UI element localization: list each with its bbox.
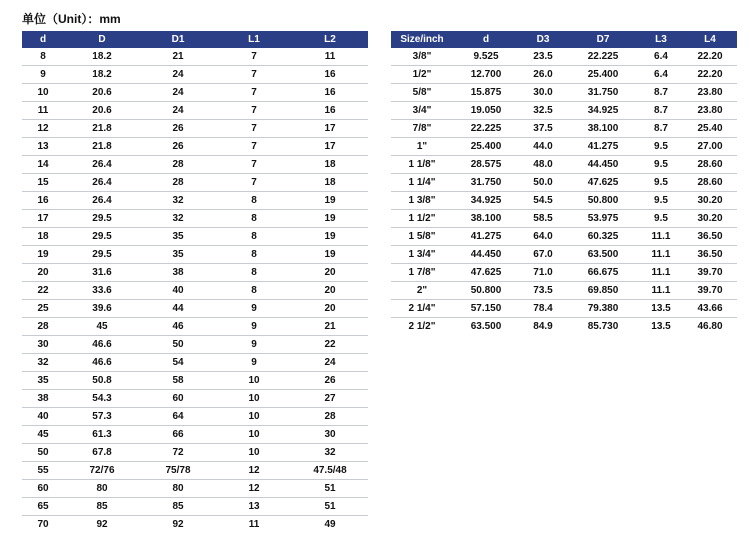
table-cell: 22 bbox=[22, 282, 64, 300]
table-cell: 16 bbox=[292, 84, 368, 102]
table-cell: 63.500 bbox=[567, 246, 639, 264]
table-cell: 50.800 bbox=[453, 282, 519, 300]
table-cell: 32 bbox=[140, 192, 216, 210]
table-row bbox=[22, 462, 368, 480]
table-cell: 19.050 bbox=[453, 102, 519, 120]
table-cell: 8.7 bbox=[639, 120, 683, 138]
table-cell: 30 bbox=[292, 426, 368, 444]
table-cell: 72/76 bbox=[64, 462, 140, 480]
table-cell: 44.0 bbox=[519, 138, 567, 156]
table-row bbox=[22, 390, 368, 408]
table-cell: 20.6 bbox=[64, 84, 140, 102]
table-cell: 9 bbox=[216, 300, 292, 318]
table-cell: 28 bbox=[22, 318, 64, 336]
table-cell: 18.2 bbox=[64, 66, 140, 84]
table-row bbox=[391, 282, 737, 300]
table-cell: 19 bbox=[292, 192, 368, 210]
table-cell: 46.6 bbox=[64, 336, 140, 354]
table-cell: 18 bbox=[22, 228, 64, 246]
column-header: L4 bbox=[683, 31, 737, 48]
table-cell: 85 bbox=[140, 498, 216, 516]
table-cell: 28.575 bbox=[453, 156, 519, 174]
table-cell: 24 bbox=[140, 66, 216, 84]
table-row bbox=[22, 210, 368, 228]
table-cell: 78.4 bbox=[519, 300, 567, 318]
table-cell: 40 bbox=[22, 408, 64, 426]
table-cell: 26.4 bbox=[64, 192, 140, 210]
table-row bbox=[22, 426, 368, 444]
table-cell: 11.1 bbox=[639, 264, 683, 282]
table-cell: 2" bbox=[391, 282, 453, 300]
table-cell: 47.5/48 bbox=[292, 462, 368, 480]
table-cell: 9.525 bbox=[453, 48, 519, 66]
table-cell: 41.275 bbox=[453, 228, 519, 246]
table-cell: 1" bbox=[391, 138, 453, 156]
table-cell: 50 bbox=[22, 444, 64, 462]
table-cell: 32 bbox=[22, 354, 64, 372]
table-cell: 25.400 bbox=[567, 66, 639, 84]
table-cell: 2 1/4" bbox=[391, 300, 453, 318]
table-cell: 18.2 bbox=[64, 48, 140, 66]
table-cell: 32 bbox=[140, 210, 216, 228]
table-row bbox=[22, 516, 368, 534]
table-cell: 8.7 bbox=[639, 84, 683, 102]
table-cell: 7 bbox=[216, 156, 292, 174]
table-cell: 50.800 bbox=[567, 192, 639, 210]
table-cell: 47.625 bbox=[567, 174, 639, 192]
table-cell: 12.700 bbox=[453, 66, 519, 84]
table-cell: 30.0 bbox=[519, 84, 567, 102]
table-cell: 21 bbox=[140, 48, 216, 66]
table-cell: 46 bbox=[140, 318, 216, 336]
table-row bbox=[22, 138, 368, 156]
table-cell: 33.6 bbox=[64, 282, 140, 300]
table-cell: 32.5 bbox=[519, 102, 567, 120]
table-cell: 7/8" bbox=[391, 120, 453, 138]
table-cell: 7 bbox=[216, 138, 292, 156]
table-cell: 19 bbox=[292, 228, 368, 246]
table-cell: 17 bbox=[292, 138, 368, 156]
column-header: D3 bbox=[519, 31, 567, 48]
table-cell: 8 bbox=[216, 210, 292, 228]
table-row bbox=[22, 84, 368, 102]
table-cell: 41.275 bbox=[567, 138, 639, 156]
table-cell: 39.70 bbox=[683, 264, 737, 282]
table-cell: 53.975 bbox=[567, 210, 639, 228]
table-cell: 54.5 bbox=[519, 192, 567, 210]
table-cell: 48.0 bbox=[519, 156, 567, 174]
table-row bbox=[22, 408, 368, 426]
table-cell: 10 bbox=[216, 408, 292, 426]
table-row bbox=[22, 480, 368, 498]
table-cell: 3/8" bbox=[391, 48, 453, 66]
table-cell: 45 bbox=[22, 426, 64, 444]
table-cell: 85.730 bbox=[587, 321, 619, 332]
column-header: Size/inch bbox=[391, 31, 453, 48]
table-cell: 72 bbox=[140, 444, 216, 462]
table-cell: 39.70 bbox=[683, 282, 737, 300]
metric-table-header-row bbox=[22, 31, 368, 48]
table-cell: 46.80 bbox=[697, 321, 723, 332]
table-cell: 1 1/8" bbox=[391, 156, 453, 174]
table-cell: 24 bbox=[292, 354, 368, 372]
table-cell: 26.4 bbox=[64, 174, 140, 192]
table-cell: 10 bbox=[22, 84, 64, 102]
table-cell: 13.5 bbox=[639, 300, 683, 318]
table-cell: 28.60 bbox=[683, 156, 737, 174]
table-cell: 3/4" bbox=[391, 102, 453, 120]
table-cell: 26.0 bbox=[519, 66, 567, 84]
table-cell: 10 bbox=[216, 372, 292, 390]
table-cell: 65 bbox=[22, 498, 64, 516]
table-cell: 55 bbox=[22, 462, 64, 480]
table-cell: 27 bbox=[292, 390, 368, 408]
table-cell: 9.5 bbox=[639, 138, 683, 156]
table-cell: 26 bbox=[292, 372, 368, 390]
table-cell: 8 bbox=[216, 246, 292, 264]
table-cell: 85 bbox=[64, 498, 140, 516]
table-cell: 38 bbox=[140, 264, 216, 282]
table-row bbox=[391, 66, 737, 84]
table-cell: 69.850 bbox=[567, 282, 639, 300]
metric-size-table bbox=[22, 31, 368, 533]
table-cell: 21.8 bbox=[64, 138, 140, 156]
table-cell: 20 bbox=[292, 282, 368, 300]
column-header: L2 bbox=[292, 31, 368, 48]
table-cell: 30 bbox=[22, 336, 64, 354]
table-row bbox=[22, 336, 368, 354]
inch-table-body bbox=[391, 48, 737, 335]
table-cell: 28.60 bbox=[683, 174, 737, 192]
inch-table-header-row bbox=[391, 31, 737, 48]
table-cell: 26.4 bbox=[64, 156, 140, 174]
column-header: D7 bbox=[567, 31, 639, 48]
table-cell: 73.5 bbox=[519, 282, 567, 300]
table-cell: 64 bbox=[140, 408, 216, 426]
table-cell: 9 bbox=[22, 66, 64, 84]
table-cell: 24 bbox=[140, 102, 216, 120]
table-cell: 39.6 bbox=[64, 300, 140, 318]
table-cell: 11.1 bbox=[639, 282, 683, 300]
table-cell: 26 bbox=[140, 120, 216, 138]
table-cell: 22.20 bbox=[683, 66, 737, 84]
table-cell: 8 bbox=[216, 192, 292, 210]
table-cell: 15 bbox=[22, 174, 64, 192]
table-cell: 51 bbox=[292, 498, 368, 516]
table-cell: 30.20 bbox=[683, 192, 737, 210]
table-cell: 80 bbox=[140, 480, 216, 498]
table-cell: 28 bbox=[292, 408, 368, 426]
table-cell: 18 bbox=[292, 174, 368, 192]
table-cell: 23.80 bbox=[683, 84, 737, 102]
table-cell: 57.150 bbox=[453, 300, 519, 318]
table-row bbox=[22, 372, 368, 390]
table-cell: 12 bbox=[22, 120, 64, 138]
table-cell: 54.3 bbox=[64, 390, 140, 408]
table-cell: 57.3 bbox=[64, 408, 140, 426]
table-cell: 60 bbox=[22, 480, 64, 498]
table-row bbox=[22, 264, 368, 282]
table-row bbox=[22, 48, 368, 66]
table-row bbox=[22, 318, 368, 336]
table-cell: 9.5 bbox=[639, 156, 683, 174]
table-cell: 31.750 bbox=[567, 84, 639, 102]
table-cell: 29.5 bbox=[64, 246, 140, 264]
table-cell: 7 bbox=[216, 84, 292, 102]
table-row bbox=[391, 120, 737, 138]
table-cell: 54 bbox=[140, 354, 216, 372]
metric-table-body bbox=[22, 48, 368, 533]
table-cell: 79.380 bbox=[567, 300, 639, 318]
table-cell: 8 bbox=[216, 264, 292, 282]
table-row bbox=[22, 156, 368, 174]
table-cell: 8 bbox=[216, 282, 292, 300]
table-cell: 23.80 bbox=[683, 102, 737, 120]
table-cell: 19 bbox=[292, 210, 368, 228]
table-row bbox=[22, 444, 368, 462]
table-cell: 20.6 bbox=[64, 102, 140, 120]
table-cell: 38.100 bbox=[567, 120, 639, 138]
table-cell: 28 bbox=[140, 174, 216, 192]
table-cell: 9 bbox=[216, 336, 292, 354]
table-cell: 29.5 bbox=[64, 228, 140, 246]
table-cell: 30.20 bbox=[683, 210, 737, 228]
table-cell: 17 bbox=[292, 120, 368, 138]
table-cell: 17 bbox=[22, 210, 64, 228]
table-cell: 12 bbox=[216, 480, 292, 498]
table-cell: 9 bbox=[216, 354, 292, 372]
table-cell: 11 bbox=[248, 519, 260, 530]
table-cell: 31.6 bbox=[64, 264, 140, 282]
table-cell: 22.225 bbox=[453, 120, 519, 138]
table-row bbox=[391, 210, 737, 228]
table-row bbox=[22, 174, 368, 192]
table-cell: 10 bbox=[216, 390, 292, 408]
table-cell: 36.50 bbox=[683, 228, 737, 246]
table-cell: 8 bbox=[216, 228, 292, 246]
table-cell: 29.5 bbox=[64, 210, 140, 228]
table-cell: 45 bbox=[64, 318, 140, 336]
table-cell: 20 bbox=[292, 264, 368, 282]
column-header: L1 bbox=[216, 31, 292, 48]
table-cell: 13.5 bbox=[651, 321, 671, 332]
table-row bbox=[22, 120, 368, 138]
table-row bbox=[22, 192, 368, 210]
table-cell: 11.1 bbox=[639, 228, 683, 246]
column-header: D1 bbox=[140, 31, 216, 48]
table-cell: 64.0 bbox=[519, 228, 567, 246]
table-cell: 7 bbox=[216, 66, 292, 84]
table-cell: 11.1 bbox=[639, 246, 683, 264]
table-cell: 2 1/2" bbox=[408, 321, 436, 332]
table-row bbox=[22, 246, 368, 264]
table-cell: 61.3 bbox=[64, 426, 140, 444]
table-row bbox=[22, 102, 368, 120]
table-cell: 47.625 bbox=[453, 264, 519, 282]
table-cell: 28 bbox=[140, 156, 216, 174]
table-cell: 38 bbox=[22, 390, 64, 408]
table-cell: 22.20 bbox=[683, 48, 737, 66]
table-cell: 34.925 bbox=[453, 192, 519, 210]
table-cell: 80 bbox=[64, 480, 140, 498]
table-cell: 20 bbox=[22, 264, 64, 282]
table-cell: 21 bbox=[292, 318, 368, 336]
table-cell: 58.5 bbox=[519, 210, 567, 228]
table-cell: 36.50 bbox=[683, 246, 737, 264]
table-cell: 15.875 bbox=[453, 84, 519, 102]
table-cell: 35 bbox=[22, 372, 64, 390]
table-cell: 21.8 bbox=[64, 120, 140, 138]
table-cell: 44.450 bbox=[453, 246, 519, 264]
column-header: d bbox=[453, 31, 519, 48]
table-cell: 11 bbox=[22, 102, 64, 120]
table-row bbox=[391, 102, 737, 120]
table-cell: 22.225 bbox=[567, 48, 639, 66]
table-cell: 35 bbox=[140, 228, 216, 246]
table-cell: 7 bbox=[216, 102, 292, 120]
column-header: L3 bbox=[639, 31, 683, 48]
table-cell: 66.675 bbox=[567, 264, 639, 282]
table-cell: 50.0 bbox=[519, 174, 567, 192]
table-cell: 7 bbox=[216, 48, 292, 66]
table-cell: 44.450 bbox=[567, 156, 639, 174]
table-cell: 67.8 bbox=[64, 444, 140, 462]
table-cell: 9 bbox=[216, 318, 292, 336]
table-cell: 7 bbox=[216, 174, 292, 192]
table-cell: 23.5 bbox=[519, 48, 567, 66]
table-cell: 16 bbox=[22, 192, 64, 210]
table-row bbox=[391, 300, 737, 318]
table-cell: 38.100 bbox=[453, 210, 519, 228]
table-cell: 25.40 bbox=[683, 120, 737, 138]
table-cell: 58 bbox=[140, 372, 216, 390]
table-row bbox=[391, 174, 737, 192]
table-cell: 25 bbox=[22, 300, 64, 318]
table-cell: 75/78 bbox=[140, 462, 216, 480]
table-cell: 67.0 bbox=[519, 246, 567, 264]
table-cell: 50 bbox=[140, 336, 216, 354]
table-cell: 1 7/8" bbox=[391, 264, 453, 282]
table-cell: 35 bbox=[140, 246, 216, 264]
table-row bbox=[22, 66, 368, 84]
table-cell: 11 bbox=[292, 48, 368, 66]
table-row bbox=[22, 228, 368, 246]
table-cell: 50.8 bbox=[64, 372, 140, 390]
table-row bbox=[22, 498, 368, 516]
table-cell: 26 bbox=[140, 138, 216, 156]
table-cell: 66 bbox=[140, 426, 216, 444]
table-row bbox=[391, 138, 737, 156]
table-cell: 60.325 bbox=[567, 228, 639, 246]
table-cell: 31.750 bbox=[453, 174, 519, 192]
table-cell: 7 bbox=[216, 120, 292, 138]
table-cell: 9.5 bbox=[639, 192, 683, 210]
table-cell: 70 bbox=[37, 519, 49, 530]
table-cell: 8.7 bbox=[639, 102, 683, 120]
inch-size-table bbox=[391, 31, 737, 335]
table-row bbox=[22, 282, 368, 300]
table-cell: 14 bbox=[22, 156, 64, 174]
table-cell: 24 bbox=[140, 84, 216, 102]
table-row bbox=[391, 48, 737, 66]
table-row bbox=[391, 228, 737, 246]
table-row bbox=[391, 264, 737, 282]
table-cell: 13 bbox=[22, 138, 64, 156]
table-cell: 16 bbox=[292, 66, 368, 84]
table-cell: 22 bbox=[292, 336, 368, 354]
table-cell: 19 bbox=[22, 246, 64, 264]
table-cell: 63.500 bbox=[470, 321, 502, 332]
table-row bbox=[391, 246, 737, 264]
table-cell: 6.4 bbox=[639, 66, 683, 84]
table-cell: 60 bbox=[140, 390, 216, 408]
table-cell: 1 5/8" bbox=[391, 228, 453, 246]
table-cell: 49 bbox=[324, 519, 336, 530]
column-header: d bbox=[22, 31, 64, 48]
table-cell: 51 bbox=[292, 480, 368, 498]
table-cell: 12 bbox=[216, 462, 292, 480]
table-cell: 27.00 bbox=[683, 138, 737, 156]
table-cell: 32 bbox=[292, 444, 368, 462]
unit-label: 单位（Unit）：mm bbox=[22, 12, 121, 26]
table-cell: 10 bbox=[216, 444, 292, 462]
table-row bbox=[391, 84, 737, 102]
table-cell: 9.5 bbox=[639, 210, 683, 228]
table-row bbox=[391, 156, 737, 174]
column-header: D bbox=[64, 31, 140, 48]
table-cell: 1 1/4" bbox=[391, 174, 453, 192]
table-cell: 40 bbox=[140, 282, 216, 300]
table-cell: 20 bbox=[292, 300, 368, 318]
table-cell: 1 3/4" bbox=[391, 246, 453, 264]
table-cell: 44 bbox=[140, 300, 216, 318]
table-cell: 1 1/2" bbox=[391, 210, 453, 228]
table-cell: 9.5 bbox=[639, 174, 683, 192]
table-cell: 6.4 bbox=[639, 48, 683, 66]
table-cell: 43.66 bbox=[683, 300, 737, 318]
table-cell: 13 bbox=[216, 498, 292, 516]
table-cell: 71.0 bbox=[519, 264, 567, 282]
table-cell: 5/8" bbox=[391, 84, 453, 102]
table-cell: 46.6 bbox=[64, 354, 140, 372]
table-row bbox=[391, 192, 737, 210]
table-cell: 37.5 bbox=[519, 120, 567, 138]
table-row bbox=[391, 318, 737, 336]
table-cell: 34.925 bbox=[567, 102, 639, 120]
table-cell: 16 bbox=[292, 102, 368, 120]
table-cell: 92 bbox=[96, 519, 108, 530]
table-cell: 10 bbox=[216, 426, 292, 444]
table-row bbox=[22, 300, 368, 318]
table-row bbox=[22, 354, 368, 372]
table-cell: 25.400 bbox=[453, 138, 519, 156]
table-cell: 84.9 bbox=[533, 321, 553, 332]
table-cell: 92 bbox=[172, 519, 184, 530]
table-cell: 8 bbox=[22, 48, 64, 66]
table-cell: 19 bbox=[292, 246, 368, 264]
table-cell: 1/2" bbox=[391, 66, 453, 84]
table-cell: 1 3/8" bbox=[391, 192, 453, 210]
table-cell: 18 bbox=[292, 156, 368, 174]
